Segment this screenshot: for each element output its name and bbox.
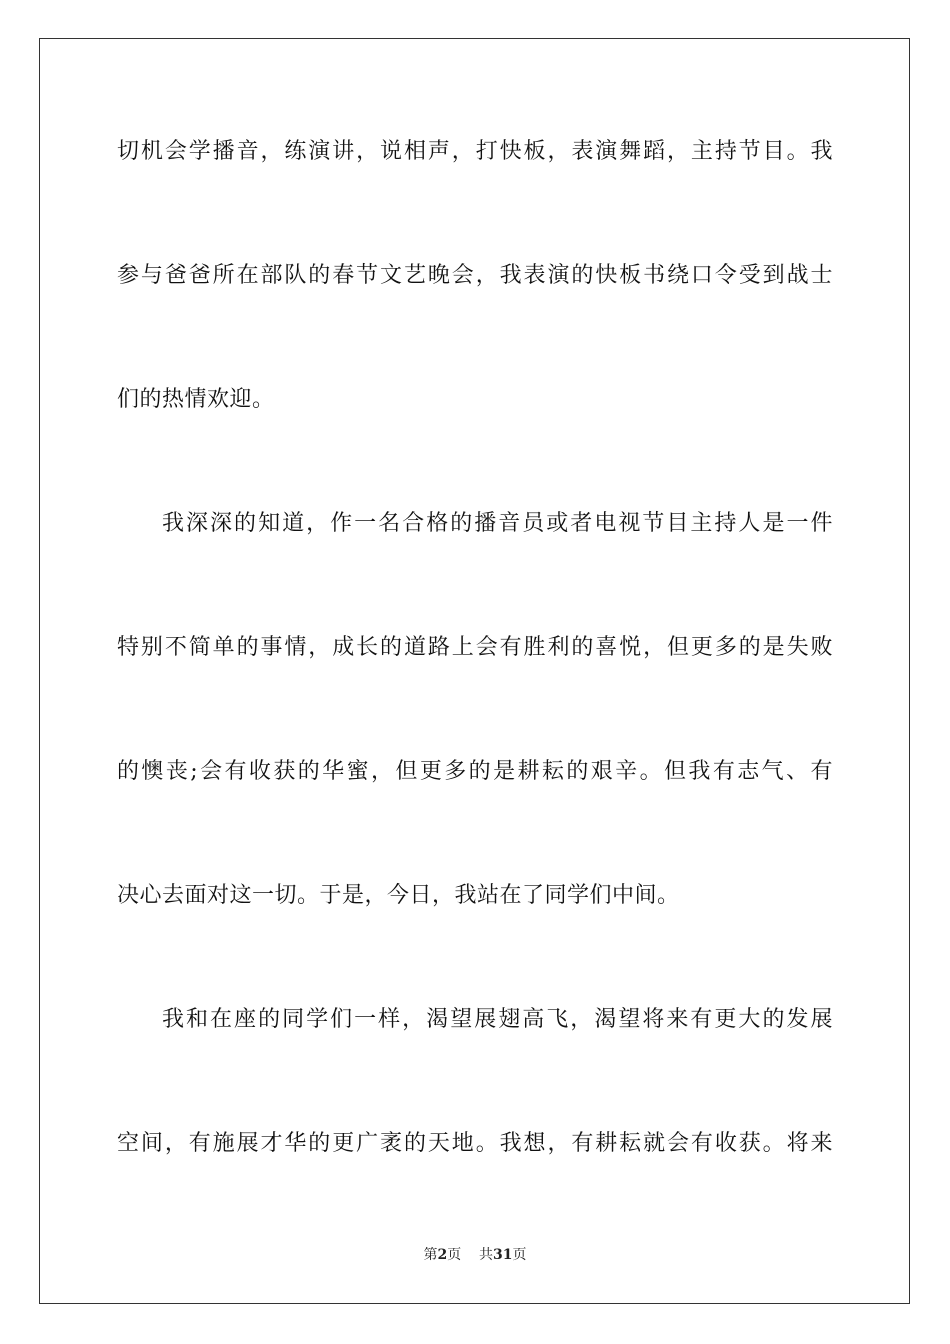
page-prefix: 第 xyxy=(423,1247,438,1263)
text-line: 特别不简单的事情，成长的道路上会有胜利的喜悦，但更多的是失败 xyxy=(117,635,833,660)
text-line: 们的热情欢迎。 xyxy=(117,387,275,412)
page-footer xyxy=(0,1245,950,1265)
total-page-count: 31 xyxy=(493,1247,513,1263)
total-prefix: 共 xyxy=(479,1247,494,1263)
text-line: 决心去面对这一切。于是，今日，我站在了同学们中间。 xyxy=(117,883,680,908)
page-suffix: 页 xyxy=(447,1247,462,1263)
text-line: 切机会学播音，练演讲，说相声，打快板，表演舞蹈，主持节目。我 xyxy=(117,139,833,164)
text-line: 空间，有施展才华的更广袤的天地。我想，有耕耘就会有收获。将来 xyxy=(117,1131,833,1156)
text-line: 的懊丧;会有收获的华蜜，但更多的是耕耘的艰辛。但我有志气、有 xyxy=(117,759,833,784)
paragraph-first-line: 我和在座的同学们一样，渴望展翅高飞，渴望将来有更大的发展 xyxy=(162,1007,833,1032)
current-page-number: 2 xyxy=(437,1247,448,1263)
total-suffix: 页 xyxy=(512,1247,527,1263)
paragraph-first-line: 我深深的知道，作一名合格的播音员或者电视节目主持人是一件 xyxy=(162,511,833,536)
page-border xyxy=(39,38,910,1304)
text-line: 参与爸爸所在部队的春节文艺晚会，我表演的快板书绕口令受到战士 xyxy=(117,263,833,288)
